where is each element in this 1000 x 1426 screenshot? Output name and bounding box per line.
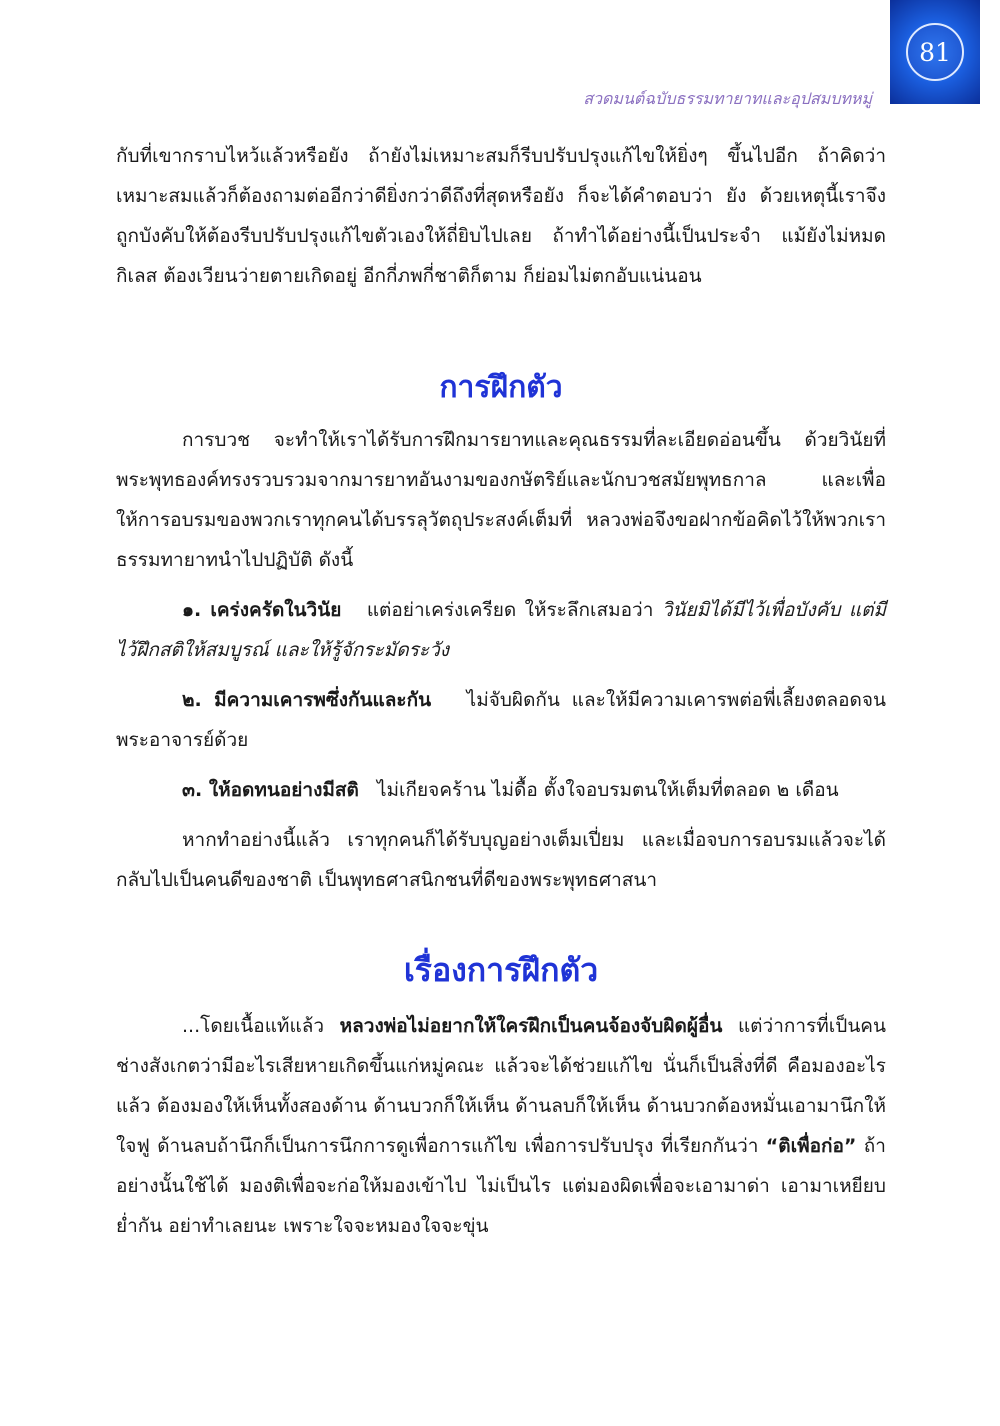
rule-1-italic: วินัยมิได้มีไว้เพื่อบังคับ แต่มีไว้ฝึกสติให้สมบูรณ์ และให้รู้จักระมัดระวัง <box>116 599 886 661</box>
rule-1-text: แต่อย่าเคร่งเครียด ให้ระลึกเสมอว่า <box>366 599 654 621</box>
page-content <box>116 136 886 1246</box>
rule-2-text: ไม่จับผิดกัน และให้มีความเคารพต่อพี่เลี้ยงตลอดจนพระอาจารย์ด้วย <box>116 689 887 751</box>
rule-item-1 <box>116 590 886 670</box>
about-lead: ...โดยเนื้อแท้แล้ว <box>182 1015 325 1037</box>
rule-3-title: ๓. ให้อดทนอย่างมีสติ <box>182 779 359 801</box>
rule-item-3 <box>116 770 886 810</box>
rule-2-title: ๒. มีความเคารพซึ่งกันและกัน <box>182 689 432 711</box>
about-tail: ถ้าอย่างนั้นใช้ได้ มองติเพื่อจะก่อให้มองเข้าไป ไม่เป็นไร แต่มองผิดเพื่อจะเอามาด่า เอามาเหยียบย่ำกัน อย่าทำเลยนะ เพราะใจจะหมองใจจะขุ่น <box>116 1135 886 1237</box>
rule-3-text: ไม่เกียจคร้าน ไม่ดื้อ ตั้งใจอบรมตนให้เต็มที่ตลอด ๒ เดือน <box>376 779 839 801</box>
running-title: สวดมนต์ฉบับธรรมทายาทและอุปสมบทหมู่ <box>583 89 872 108</box>
page-number-circle <box>906 23 964 81</box>
about-training-paragraph <box>116 1006 886 1246</box>
page-number: 81 <box>919 37 951 67</box>
about-bold-2: “ติเพื่อก่อ” <box>765 1135 857 1157</box>
training-paragraph: การบวช จะทำให้เราได้รับการฝึกมารยาทและคุณธรรมที่ละเอียดอ่อนขึ้น ด้วยวินัยที่พระพุทธองค์ทรงรวบรวมจากมารยาทอันงามของกษัตริย์และนักบวชสมัยพุทธกาล และเพื่อให้การอบรมของพวกเราทุกคนได้บรรลุวัตถุประสงค์เต็มที่ หลวงพ่อจึงขอฝากข้อคิดไว้ให้พวกเราธรรมทายาทนำไปปฏิบัติ ดังนี้ <box>116 429 886 571</box>
rule-item-2 <box>116 680 886 760</box>
intro-paragraph: กับที่เขากราบไหว้แล้วหรือยัง ถ้ายังไม่เหมาะสมก็รีบปรับปรุงแก้ไขให้ยิ่งๆ ขึ้นไปอีก ถ้าคิดว่าเหมาะสมแล้วก็ต้องถามต่ออีกว่าดียิ่งกว่าดีถึงที่สุดหรือยัง ก็จะได้คำตอบว่า ยัง ด้วยเหตุนี้เราจึงถูกบังคับให้ต้องรีบปรับปรุงแก้ไขตัวเองให้ถี่ยิบไปเลย ถ้าทำได้อย่างนี้เป็นประจำ แม้ยังไม่หมดกิเลส ต้องเวียนว่ายตายเกิดอยู่ อีกกี่ภพกี่ชาติก็ตาม ก็ย่อมไม่ตกอับแน่นอน <box>116 145 886 287</box>
rule-1-title: ๑. เคร่งครัดในวินัย <box>182 599 342 621</box>
about-mid: แต่ว่าการที่เป็นคนช่างสังเกตว่ามีอะไรเสียหายเกิดขึ้นแก่หมู่คณะ แล้วจะได้ช่วยแก้ไข นั่นก็เป็นสิ่งที่ดี คือมองอะไรแล้ว ต้องมองให้เห็นทั้งสองด้าน ด้านบวกก็ให้เห็น ด้านลบก็ให้เห็น ด้านบวกต้องหมั่นเอามานึกให้ใจฟู ด้านลบถ้านึกก็เป็นการนึกการดูเพื่อการแก้ไข เพื่อการปรับปรุง ที่เรียกกันว่า <box>116 1015 887 1157</box>
section-heading-training: การฝึกตัว <box>439 370 563 405</box>
page-number-badge <box>890 0 980 104</box>
about-bold-1: หลวงพ่อไม่อยากให้ใครฝึกเป็นคนจ้องจับผิดผู้อื่น <box>339 1015 723 1037</box>
training-closing: หากทำอย่างนี้แล้ว เราทุกคนก็ได้รับบุญอย่างเต็มเปี่ยม และเมื่อจบการอบรมแล้วจะได้กลับไปเป็นคนดีของชาติ เป็นพุทธศาสนิกชนที่ดีของพระพุทธศาสนา <box>116 829 886 891</box>
section-heading-about-training: เรื่องการฝึกตัว <box>403 951 599 989</box>
